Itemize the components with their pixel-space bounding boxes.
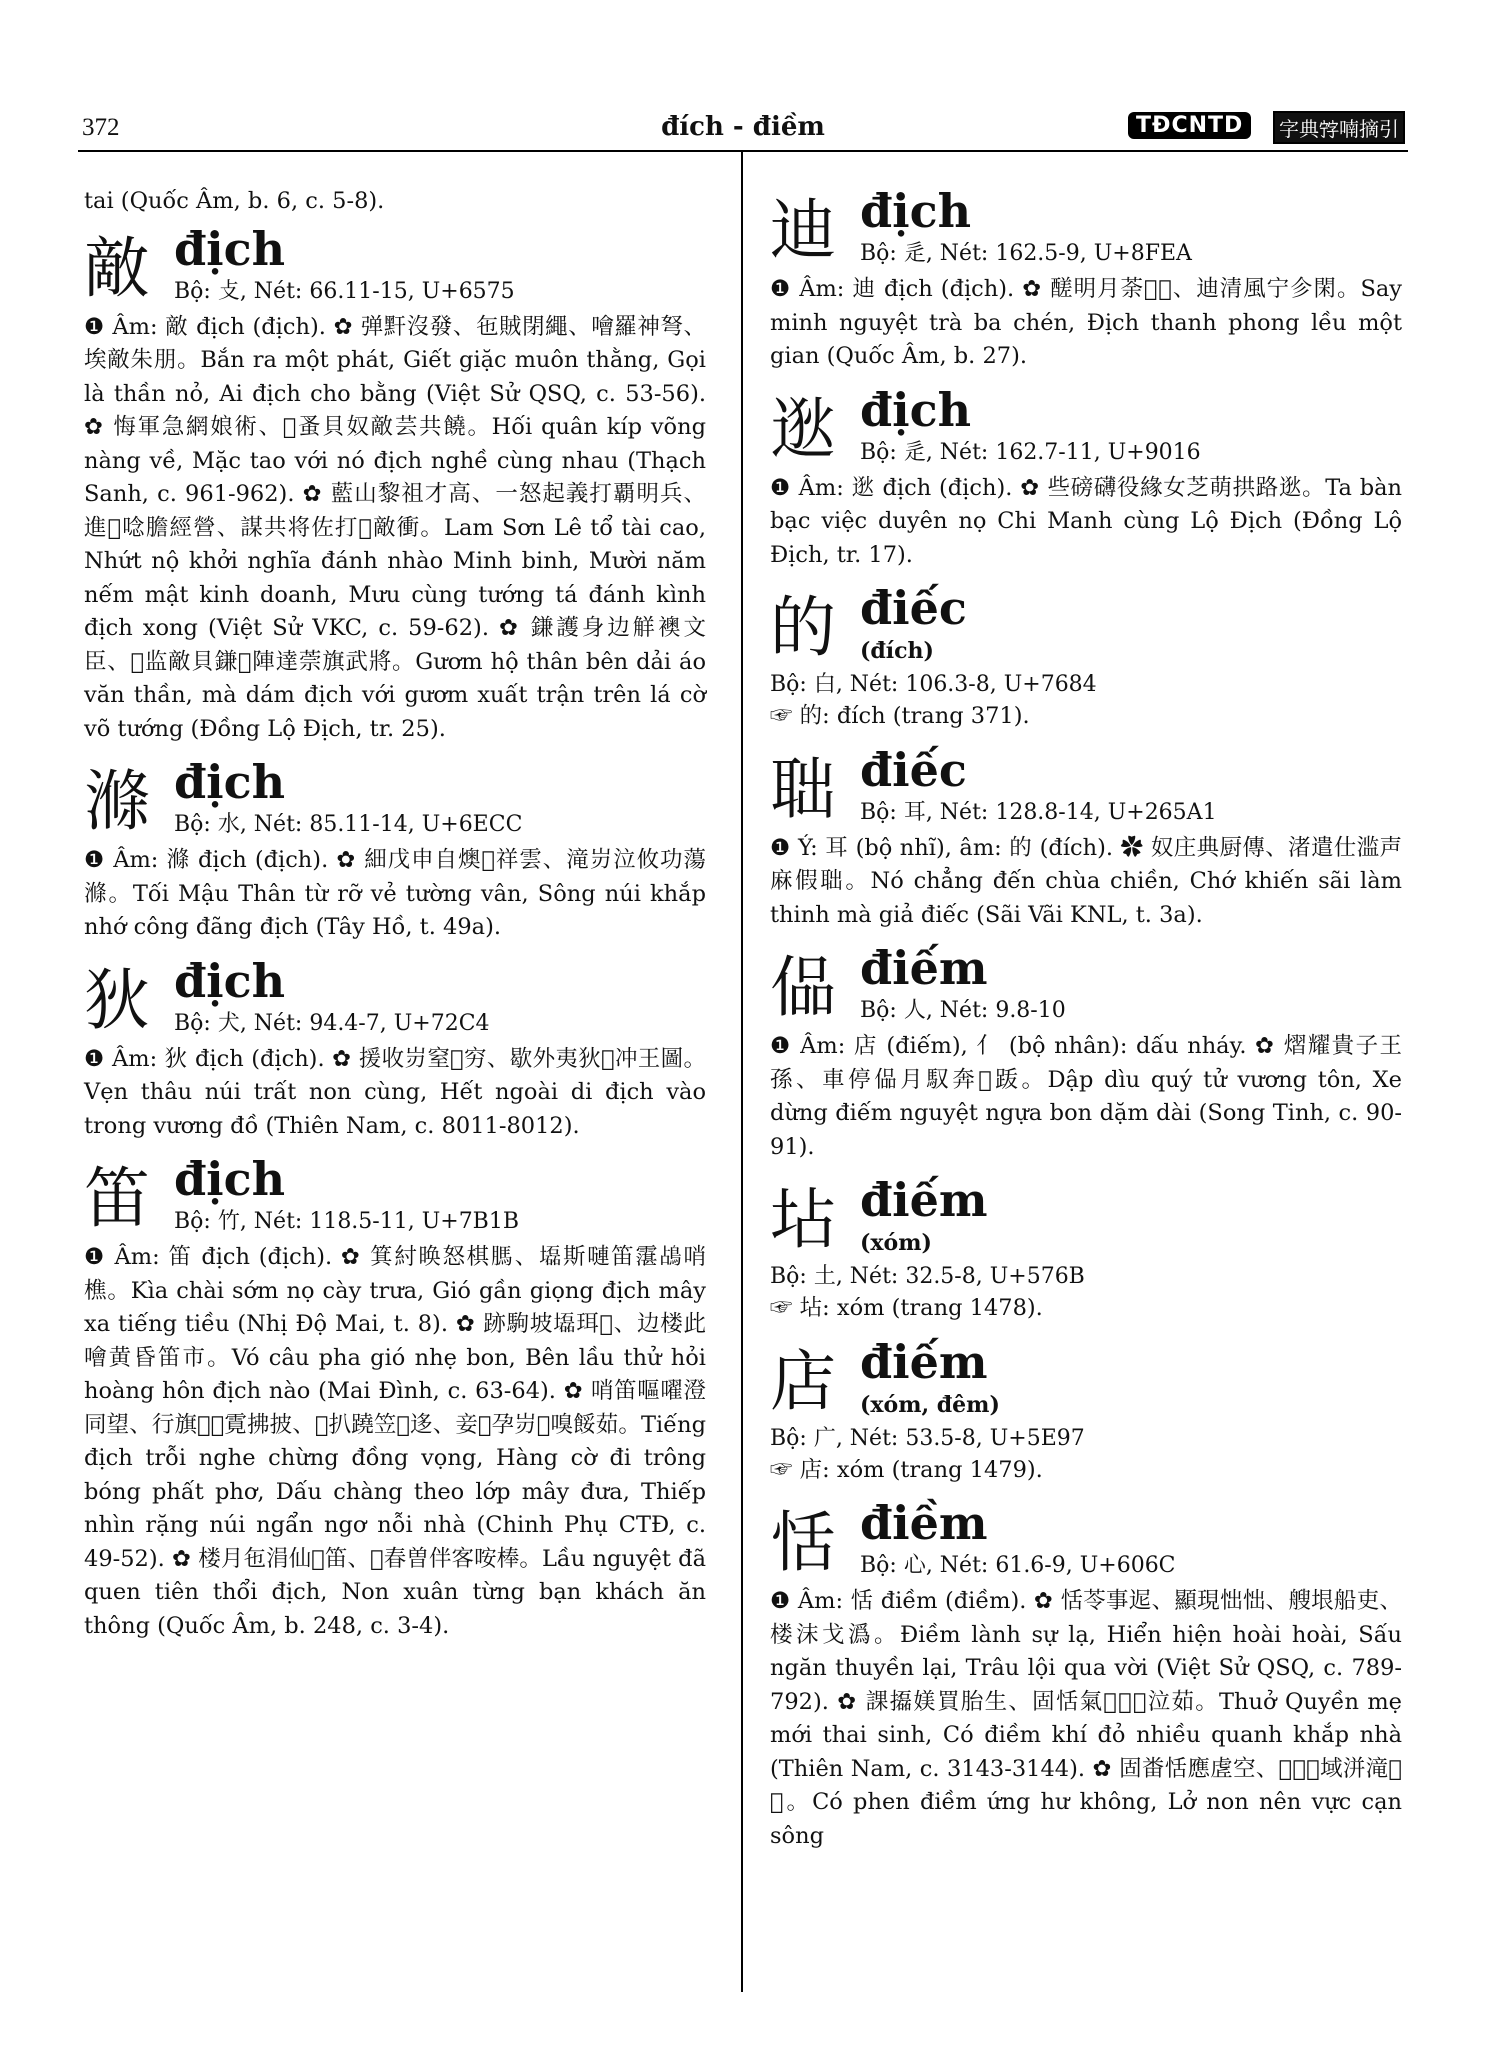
entry-meta: Bộ: 土, Nét: 32.5-8, U+576B (770, 1264, 1085, 1289)
entry-head (84, 1153, 706, 1241)
entry-head (84, 955, 706, 1043)
publisher-badge: TĐCNTD (1128, 112, 1251, 139)
entry-meta: Bộ: 白, Nét: 106.3-8, U+7684 (770, 672, 1097, 697)
entry-alt-reading: (đích) (860, 638, 934, 664)
dictionary-entry (770, 185, 1402, 374)
entry-head (770, 1174, 1402, 1262)
entry-headword: địch (860, 382, 972, 437)
entry-body: ☞ 店: xóm (trang 1479). (770, 1456, 1043, 1483)
entry-headword: địch (860, 184, 972, 238)
entry-character: 的 (770, 589, 836, 666)
entry-character: 狄 (84, 961, 150, 1039)
entry-headword: địch (174, 221, 286, 276)
entry-character: 恬 (770, 1504, 836, 1581)
entry-character: 店 (770, 1342, 836, 1420)
column-divider (741, 152, 743, 1992)
entry-meta: Bộ: 犬, Nét: 94.4-7, U+72C4 (174, 1010, 490, 1036)
entry-headword: điếc (860, 581, 967, 635)
entry-character: 偘 (770, 949, 836, 1026)
dictionary-entry (770, 1336, 1402, 1488)
entry-headword: điếm (860, 1173, 988, 1227)
page-number: 372 (82, 114, 120, 141)
entry-character: 聉 (770, 750, 836, 828)
entry-head (84, 223, 706, 311)
entry-head (770, 185, 1402, 273)
entry-body: ❶ Âm: 逖 địch (địch). ✿ 些磅礴役緣女芝萌拱路逖。Ta bàn bạc việc duyên nọ Chi Manh cùng Lộ Địch (Đồng Lộ Địch, tr. 17). (770, 474, 1402, 568)
entry-headword: điếm (860, 1334, 988, 1389)
entry-head (770, 1336, 1402, 1424)
right-column (770, 185, 1402, 1863)
dictionary-entry (770, 942, 1402, 1164)
entry-body: ☞ 的: đích (trang 371). (770, 703, 1030, 729)
entry-headword: điếm (860, 941, 988, 995)
entry-body: ❶ Âm: 笛 địch (địch). ✿ 箕紂㬇怒棋𦟐、𡓃斯嗹笛霮𪀄哨樵。Kìa chài sớm nọ cày trưa, Gió gần giọng địch mây xa tiếng tiều (Nhị Độ Mai, t. 8). ✿ 跡駒坡𡓃珥𨀈、边楼此噲黄昏笛市。Vó câu pha gió nhẹ bon, Bên lầu thử hỏi hoàng hôn địch nào (Mai Đình, c. 63-64). ✿ 哨笛嘔嚁澄同望、行旗𢯏𩄲䨘拂披、𨀈扒蹺笠𩄲迻、妾𥘷孕岃𠿿嗅餒茹。Tiếng địch trỗi nghe chừng đồng vọng, Hàng cờ đi trông bóng phất phơ, Dấu chàng theo lớp mây đưa, Thiếp nhìn rặng núi ngẩn ngơ nỗi nhà (Chinh Phụ CTĐ, c. 49-52). ✿ 楼月㐌涓仙𠶀笛、𡽫春曽伴客咹棒。Lầu nguyệt đã quen tiên thổi địch, Non xuân từng bạn khách ăn thông (Quốc Âm, b. 248, c. 3-4). (84, 1244, 706, 1639)
entry-headword: địch (174, 755, 286, 809)
continuation-text: tai (Quốc Âm, b. 6, c. 5-8). (84, 188, 385, 214)
dictionary-entry (84, 223, 706, 747)
entry-body: ❶ Âm: 恬 điềm (điềm). ✿ 恬苓事迡、顯現㤕㤕、艘垠船吏、楼沫戈潙。Điềm lành sự lạ, Hiển hiện hoài hoài, Sấu ngăn thuyền lại, Trâu lội qua vời (Việt Sử QSQ, c. 789-792). ✿ 課㩡媄買胎生、固恬氣𧹻𨕭𡗶泣茹。Thuở Quyền mẹ mới thai sinh, Có điềm khí đỏ nhiều quanh khắp nhà (Thiên Nam, c. 3143-3144). ✿ 固畨恬應虗空、𡎝𡽫𣃣域洴滝𣃣𡏦。Có phen điềm ứng hư không, Lở non nên vực cạn sông (770, 1588, 1402, 1849)
entry-head (770, 582, 1402, 670)
entry-headword: điếc (860, 742, 967, 797)
entry-character: 笛 (84, 1160, 150, 1237)
entry-meta: Bộ: 心, Nét: 61.6-9, U+606C (860, 1553, 1176, 1578)
dictionary-entry (770, 1174, 1402, 1326)
entry-meta: Bộ: 广, Nét: 53.5-8, U+5E97 (770, 1425, 1085, 1451)
entry-meta: Bộ: 竹, Nét: 118.5-11, U+7B1B (174, 1209, 520, 1234)
dictionary-entry (770, 384, 1402, 573)
entry-head (770, 744, 1402, 832)
entry-body: ❶ Âm: 狄 địch (địch). ✿ 援收岃窒𡽫穷、歇外夷狄𠓨冲王圖。Vẹn thâu núi trất non cùng, Hết ngoài di địch vào trong vương đồ (Thiên Nam, c. 8011-8012). (84, 1045, 706, 1139)
entry-meta: Bộ: 人, Nét: 9.8-10 (860, 998, 1066, 1023)
entry-body: ❶ Ý: 耳 (bộ nhĩ), âm: 的 (đích). ✿ 奴庄典厨傳、渚遣仕滥声麻假聉。Nó chẳng đến chùa chiền, Chớ khiến sãi làm thinh mà giả điếc (Sãi Vãi KNL, t. 3a). (770, 834, 1402, 928)
dictionary-entry (770, 744, 1402, 933)
dictionary-entry (84, 756, 706, 945)
left-column (84, 185, 706, 1653)
entry-body: ❶ Âm: 敵 địch (địch). ✿ 弹䵟沒發、㐌賊閉繩、噲羅神弩、埃敵朱朋。Bắn ra một phát, Giết giặc muôn thằng, Gọi là thần nỏ, Ai địch cho bằng (Việt Sử QSQ, c. 53-56). ✿ 悔軍急網娘術、𣎃蚤貝奴敵芸共饒。Hối quân kíp võng nàng về, Mặc tao với nó địch nghề cùng nhau (Thạch Sanh, c. 961-962). ✿ 藍山黎祖才高、一怒起義打覇明兵、進𢆥唸膽經營、謀共将佐打𠊚敵衝。Lam Sơn Lê tổ tài cao, Nhứt nộ khởi nghĩa đánh nhào Minh binh, Mười năm nếm mật kinh doanh, Mưu cùng tướng tá đánh kình địch xong (Việt Sử VKC, c. 59-62). ✿ 鎌護身边觧襖文臣、𢜠监敵貝鎌𡧲陣達萗旗武將。Gươm hộ thân bên dải áo văn thần, mà dám địch với gươm xuất trận trên lá cờ võ tướng (Đồng Lộ Địch, tr. 25). (84, 313, 706, 742)
entry-headword: điềm (860, 1496, 988, 1550)
publisher-logo: 字典𡨸喃摘引 (1273, 111, 1405, 144)
entry-meta: Bộ: 水, Nét: 85.11-14, U+6ECC (174, 812, 523, 837)
entry-character: 逖 (770, 390, 836, 468)
entry-body: ❶ Âm: 店 (điếm), 亻 (bộ nhân): dấu nháy. ✿ 熠耀貴子王孫、車停偘月馭奔𡏧䟦。Dập dìu quý tử vương tôn, Xe dừng điếm nguyệt ngựa bon dặm dài (Song Tinh, c. 90-91). (770, 1033, 1402, 1160)
entry-head (84, 756, 706, 844)
entry-meta: Bộ: 辵, Nét: 162.7-11, U+9016 (860, 439, 1201, 465)
entry-meta: Bộ: 耳, Nét: 128.8-14, U+265A1 (860, 799, 1217, 825)
entry-body: ❶ Âm: 滌 địch (địch). ✿ 細戊申自燠𡗶祥雲、滝岃泣攸功蕩滌。Tối Mậu Thân từ rỡ vẻ tường vân, Sông núi khắp nhớ công đãng địch (Tây Hồ, t. 49a). (84, 847, 706, 940)
header-rule (78, 150, 1408, 152)
entry-headword: địch (174, 953, 286, 1008)
entry-meta: Bộ: 辵, Nét: 162.5-9, U+8FEA (860, 241, 1192, 266)
entry-head (770, 942, 1402, 1030)
entry-headword: địch (174, 1152, 286, 1206)
entry-head (770, 1497, 1402, 1585)
running-head: đích - điềm (661, 112, 825, 142)
entry-character: 滌 (84, 763, 150, 840)
entry-character: 迪 (770, 192, 836, 269)
entry-head (770, 384, 1402, 472)
dictionary-entry (770, 1497, 1402, 1853)
entry-character: 坫 (770, 1181, 836, 1258)
entry-body: ❶ Âm: 迪 địch (địch). ✿ 醝明月荼𢀭𨎠、迪清風宁㐱閑。Say minh nguyệt trà ba chén, Địch thanh phong lều một gian (Quốc Âm, b. 27). (770, 276, 1402, 369)
entry-alt-reading: (xóm) (860, 1230, 932, 1256)
page-header (78, 110, 1408, 150)
dictionary-entry (84, 1153, 706, 1643)
entry-meta: Bộ: 攴, Nét: 66.11-15, U+6575 (174, 278, 515, 304)
dictionary-entry (84, 955, 706, 1144)
entry-alt-reading: (xóm, đêm) (860, 1391, 1000, 1418)
dictionary-entry (770, 582, 1402, 734)
entry-character: 敵 (84, 229, 150, 307)
entry-body: ☞ 坫: xóm (trang 1478). (770, 1295, 1043, 1321)
